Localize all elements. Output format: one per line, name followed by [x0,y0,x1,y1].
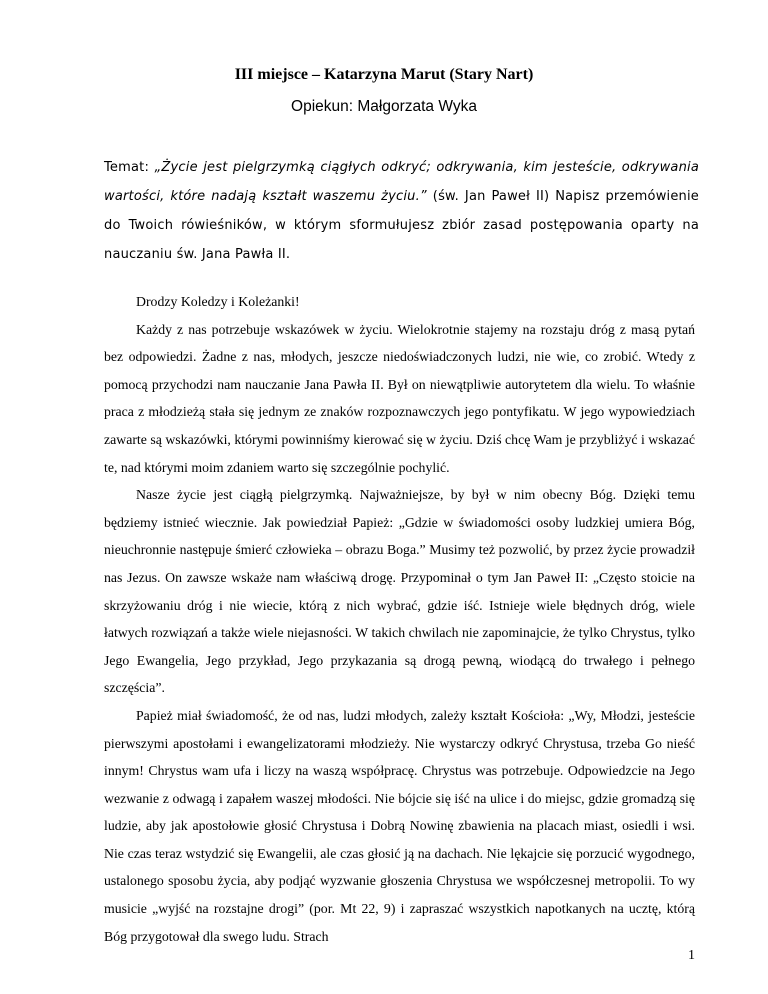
topic-label: Temat: [104,160,155,175]
paragraph: Nasze życie jest ciągłą pielgrzymką. Najważniejsze, by był w nim obecny Bóg. Dzięki temu będziemy istnieć wiecznie. Jak powiedział Papież: „Gdzie w świadomości osoby ludzkiej umiera Bóg, nieuchronnie następuje śmierć człowieka – obrazu Boga.” Musimy też pozwolić, by przez życie prowadził nas Jezus. On zawsze wskaże nam właściwą drogę. Przypominał o tym Jan Paweł II: „Często stoicie na skrzyżowaniu dróg i nie wiecie, którą z nich wybrać, gdzie iść. Istnieje wiele błędnych dróg, wiele łatwych rozwiązań a także wiele niejasności. W takich chwilach nie zapominajcie, że tylko Chrystus, tylko Jego Ewangelia, Jego przykład, Jego przykazania są drogą pewną, wiodącą do trwałego i pełnego szczęścia”. [104,487,695,696]
essay-body [104,288,695,950]
page-number: 1 [688,948,695,963]
essay-topic [104,153,699,269]
greeting: Drodzy Koledzy i Koleżanki! [136,294,300,309]
paragraph: Papież miał świadomość, że od nas, ludzi młodych, zależy kształt Kościoła: „Wy, Młodzi, jesteście pierwszymi apostołami i ewangelizatorami młodzieży. Nie wystarczy odkryć Chrystusa, trzeba Go nieść innym! Chrystus wam ufa i liczy na waszą współpracę. Chrystus was potrzebuje. Odpowiedzcie na Jego wezwanie z odwagą i zapałem waszej młodości. Nie bójcie się iść na ulice i do miejsc, gdzie gromadzą się ludzie, aby jak apostołowie głosić Chrystusa i Dobrą Nowinę zbawienia na placach miast, osiedli i wsi. Nie czas teraz wstydzić się Ewangelii, ale czas głosić ją na dachach. Nie lękajcie się porzucić wygodnego, ustalonego sposobu życia, aby podjąć wyzwanie głoszenia Chrystusa we współczesnej metropolii. To wy musicie „wyjść na rozstajne drogi” (por. Mt 22, 9) i zapraszać wszystkich napotkanych na ucztę, którą Bóg przygotował dla swego ludu. Strach [104,707,695,944]
paragraph: Każdy z nas potrzebuje wskazówek w życiu. Wielokrotnie stajemy na rozstaju dróg z masą pytań bez odpowiedzi. Żadne z nas, młodych, jeszcze niedoświadczonych ludzi, nie wie, co zrobić. Wtedy z pomocą przychodzi nam nauczanie Jana Pawła II. Był on niewątpliwie autorytetem dla wielu. To właśnie praca z młodzieżą stała się jednym ze znaków rozpoznawczych jego pontyfikatu. W jego wypowiedziach zawarte są wskazówki, którymi powinniśmy kierować się w życiu. Dziś chcę Wam je przybliżyć i wskazać te, nad którymi moim zdaniem warto się szczególnie pochylić. [104,321,695,475]
document-title: III miejsce – Katarzyna Marut (Stary Nart) [234,66,534,83]
topic-quote: „Życie jest pielgrzymką ciągłych odkryć; odkrywania, kim jesteście, odkrywania wartości, które nadają kształt waszemu życiu.” [104,160,699,204]
topic-attribution: (św. Jan Paweł II) Napisz przemówienie do Twoich rówieśników, w którym sformułujesz zbiór zasad postępowania oparty na nauczaniu św. Jana Pawła II. [104,189,699,262]
supervisor-line: Opiekun: Małgorzata Wyka [291,98,477,115]
